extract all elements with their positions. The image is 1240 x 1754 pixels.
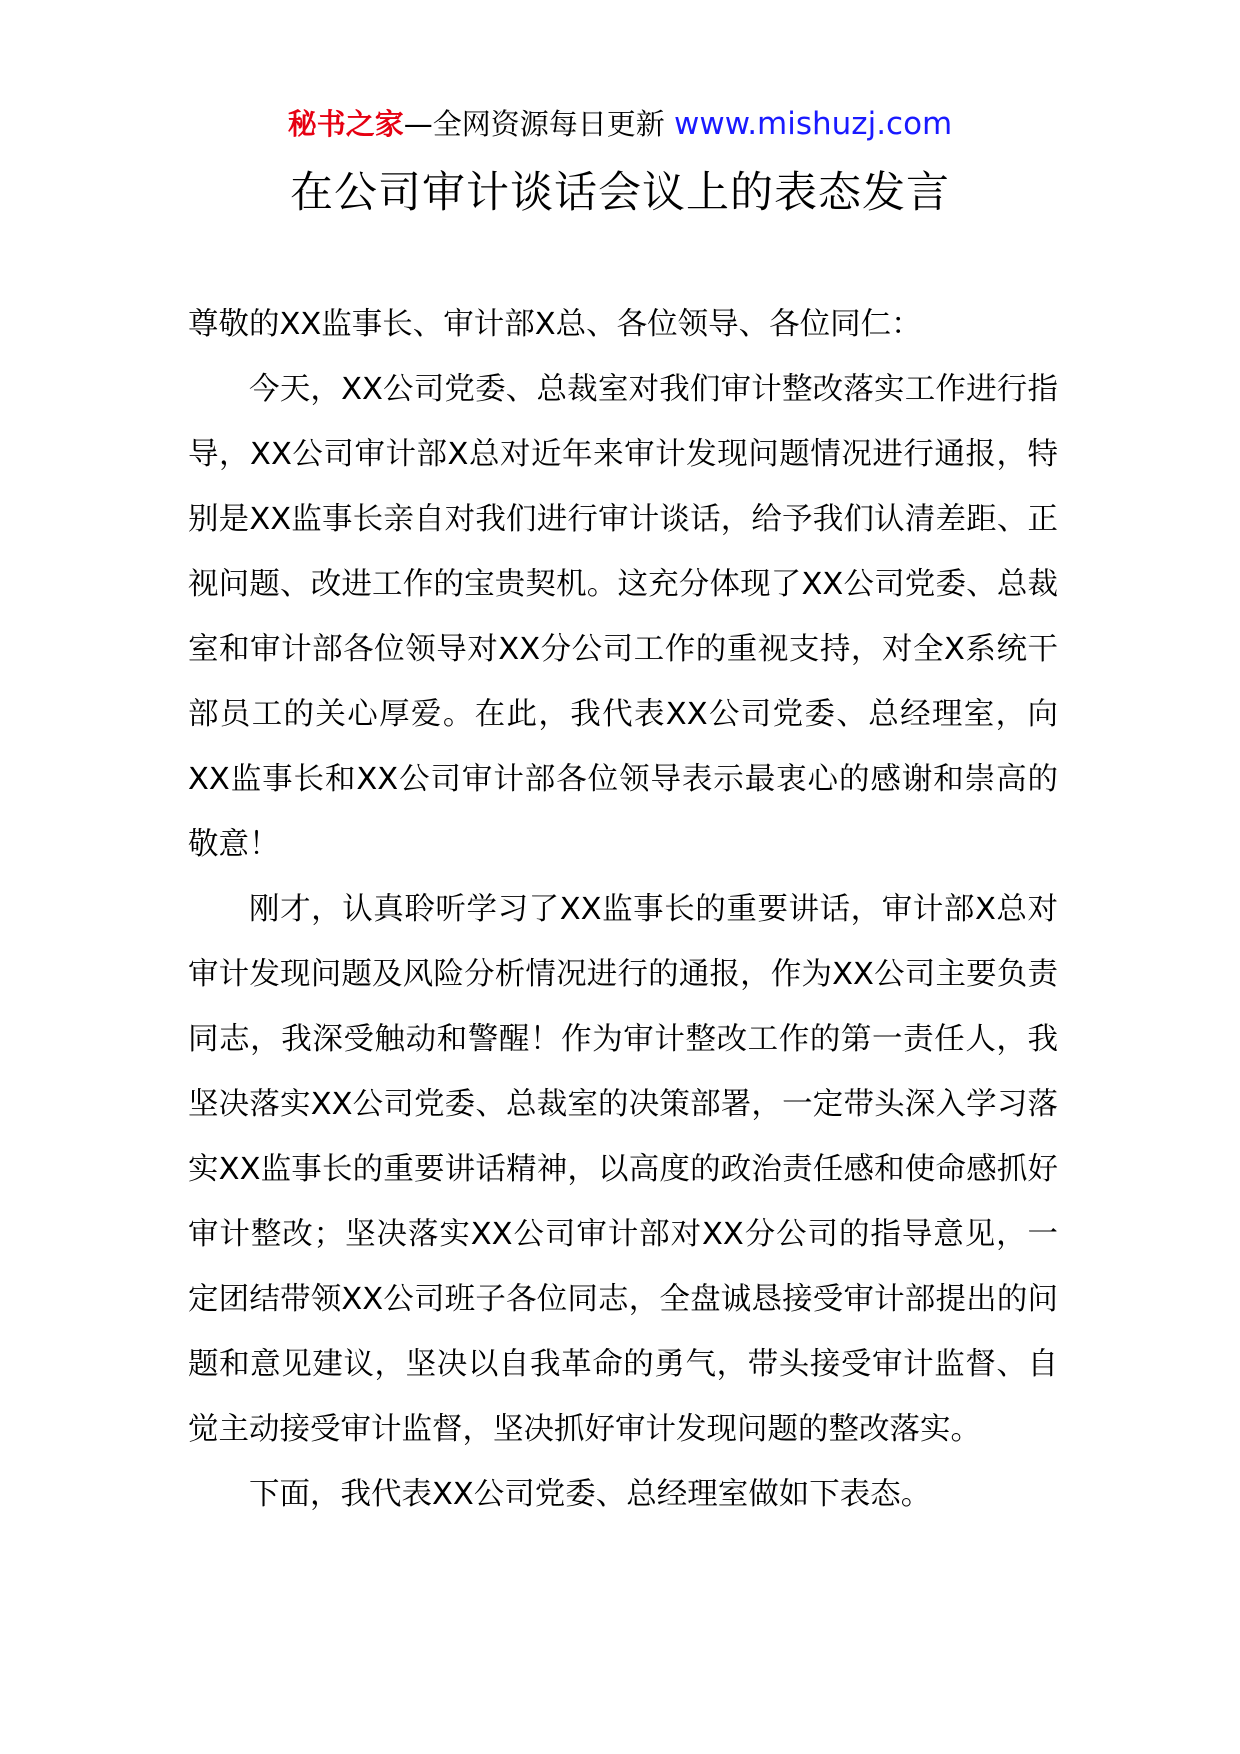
- site-url-link[interactable]: www.mishuzj.com: [673, 106, 953, 142]
- header-tagline: —全网资源每日更新: [403, 107, 665, 141]
- paragraph-1: 今天，XX公司党委、总裁室对我们审计整改落实工作进行指导，XX公司审计部X总对近年来审计发现问题情况进行通报，特别是XX监事长亲自对我们进行审计谈话，给予我们认清差距、正视问题、改进工作的宝贵契机。这充分体现了XX公司党委、总裁室和审计部各位领导对XX分公司工作的重视支持，对全X系统干部员工的关心厚爱。在此，我代表XX公司党委、总经理室，向XX监事长和XX公司审计部各位领导表示最衷心的感谢和崇高的敬意！: [188, 372, 1058, 862]
- paragraph-2: 刚才，认真聆听学习了XX监事长的重要讲话，审计部X总对审计发现问题及风险分析情况进行的通报，作为XX公司主要负责同志，我深受触动和警醒！作为审计整改工作的第一责任人，我坚决落实XX公司党委、总裁室的决策部署，一定带头深入学习落实XX监事长的重要讲话精神，以高度的政治责任感和使命感抓好审计整改；坚决落实XX公司审计部对XX分公司的指导意见，一定团结带领XX公司班子各位同志，全盘诚恳接受审计部提出的问题和意见建议，坚决以自我革命的勇气，带头接受审计监督、自觉主动接受审计监督，坚决抓好审计发现问题的整改落实。: [188, 892, 1058, 1447]
- brand-name: 秘书之家: [287, 107, 404, 141]
- site-header: [0, 102, 1240, 146]
- document-body: [188, 292, 1058, 1527]
- salutation: 尊敬的XX监事长、审计部X总、各位领导、各位同仁：: [188, 307, 922, 342]
- paragraph-3: 下面，我代表XX公司党委、总经理室做如下表态。: [249, 1477, 932, 1512]
- document-title: 在公司审计谈话会议上的表态发言: [290, 168, 950, 218]
